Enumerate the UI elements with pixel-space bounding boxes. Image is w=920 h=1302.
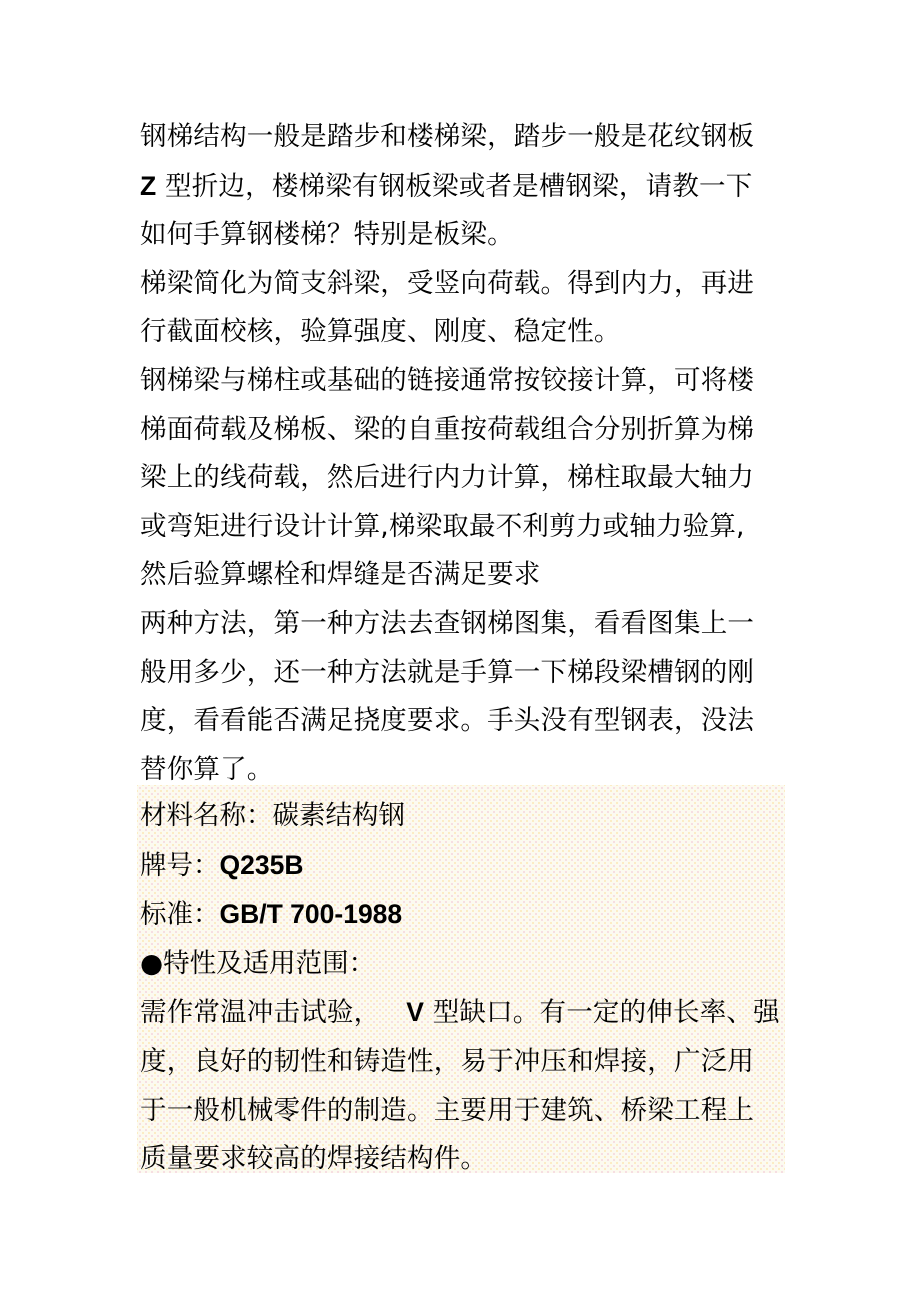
features-description [140,988,785,1183]
grade-label: 牌号： [140,849,220,881]
text-line: 梁上的线荷载，然后进行内力计算，梯柱取最大轴力 [140,462,755,494]
text-fragment: 型缺口。有一定的伸长率、强 [432,997,780,1029]
text-line: 梯面荷载及梯板、梁的自重按荷载组合分别折算为梯 [140,413,755,445]
grade-row [140,841,785,891]
standard-row [140,890,785,940]
text-line: 度，看看能否满足挠度要求。手头没有型钢表，没法 [140,705,755,737]
text-line: 如何手算钢楼梯？特别是板梁。 [140,219,514,251]
paragraph-beam-simplification [140,260,785,357]
paragraph-two-methods [140,600,785,794]
text-fragment: 型折边，楼梯梁有钢板梁或者是槽钢梁，请教一下 [165,170,753,202]
text-line: 般用多少，还一种方法就是手算一下梯段梁槽钢的刚 [140,656,755,688]
standard-value: GB/T 700-1988 [219,899,403,930]
text-line [140,162,785,212]
text-line: 度，良好的韧性和铸造性，易于冲压和焊接，广泛用 [140,1045,755,1077]
features-heading: ●特性及适用范围： [140,947,376,979]
material-name-row [140,792,785,841]
z-type-label: Z [140,170,157,201]
text-line [140,988,785,1038]
material-name-label: 材料名称： [140,800,273,831]
text-line: 然后验算螺栓和焊缝是否满足要求 [140,559,541,591]
text-line: 两种方法，第一种方法去查钢梯图集，看看图集上一 [140,607,755,639]
text-line: 梯梁简化为简支斜梁，受竖向荷载。得到内力，再进 [140,267,755,299]
text-line: 钢梯结构一般是踏步和楼梯梁，踏步一般是花纹钢板 [140,121,755,152]
material-info-box [140,792,785,1184]
text-line: 钢梯梁与梯柱或基础的链接通常按铰接计算，可将楼 [140,364,755,396]
text-line: 质量要求较高的焊接结构件。 [140,1143,488,1175]
paragraph-connection-calculation [140,357,785,600]
document-body [140,113,785,794]
text-line: 行截面校核，验算强度、刚度、稳定性。 [140,316,621,348]
text-fragment: 需作常温冲击试验， [140,997,381,1029]
grade-value: Q235B [219,849,304,880]
standard-label: 标准： [140,899,220,931]
material-name-value: 碳素结构钢 [272,800,405,831]
v-notch-label: V [406,997,425,1028]
text-line: 或弯矩进行设计计算,梯梁取最不利剪力或轴力验算, [140,510,745,542]
paragraph-stair-structure-question [140,113,785,260]
text-line: 于一般机械零件的制造。主要用于建筑、桥梁工程上 [140,1094,755,1126]
text-line: 替你算了。 [140,753,274,785]
